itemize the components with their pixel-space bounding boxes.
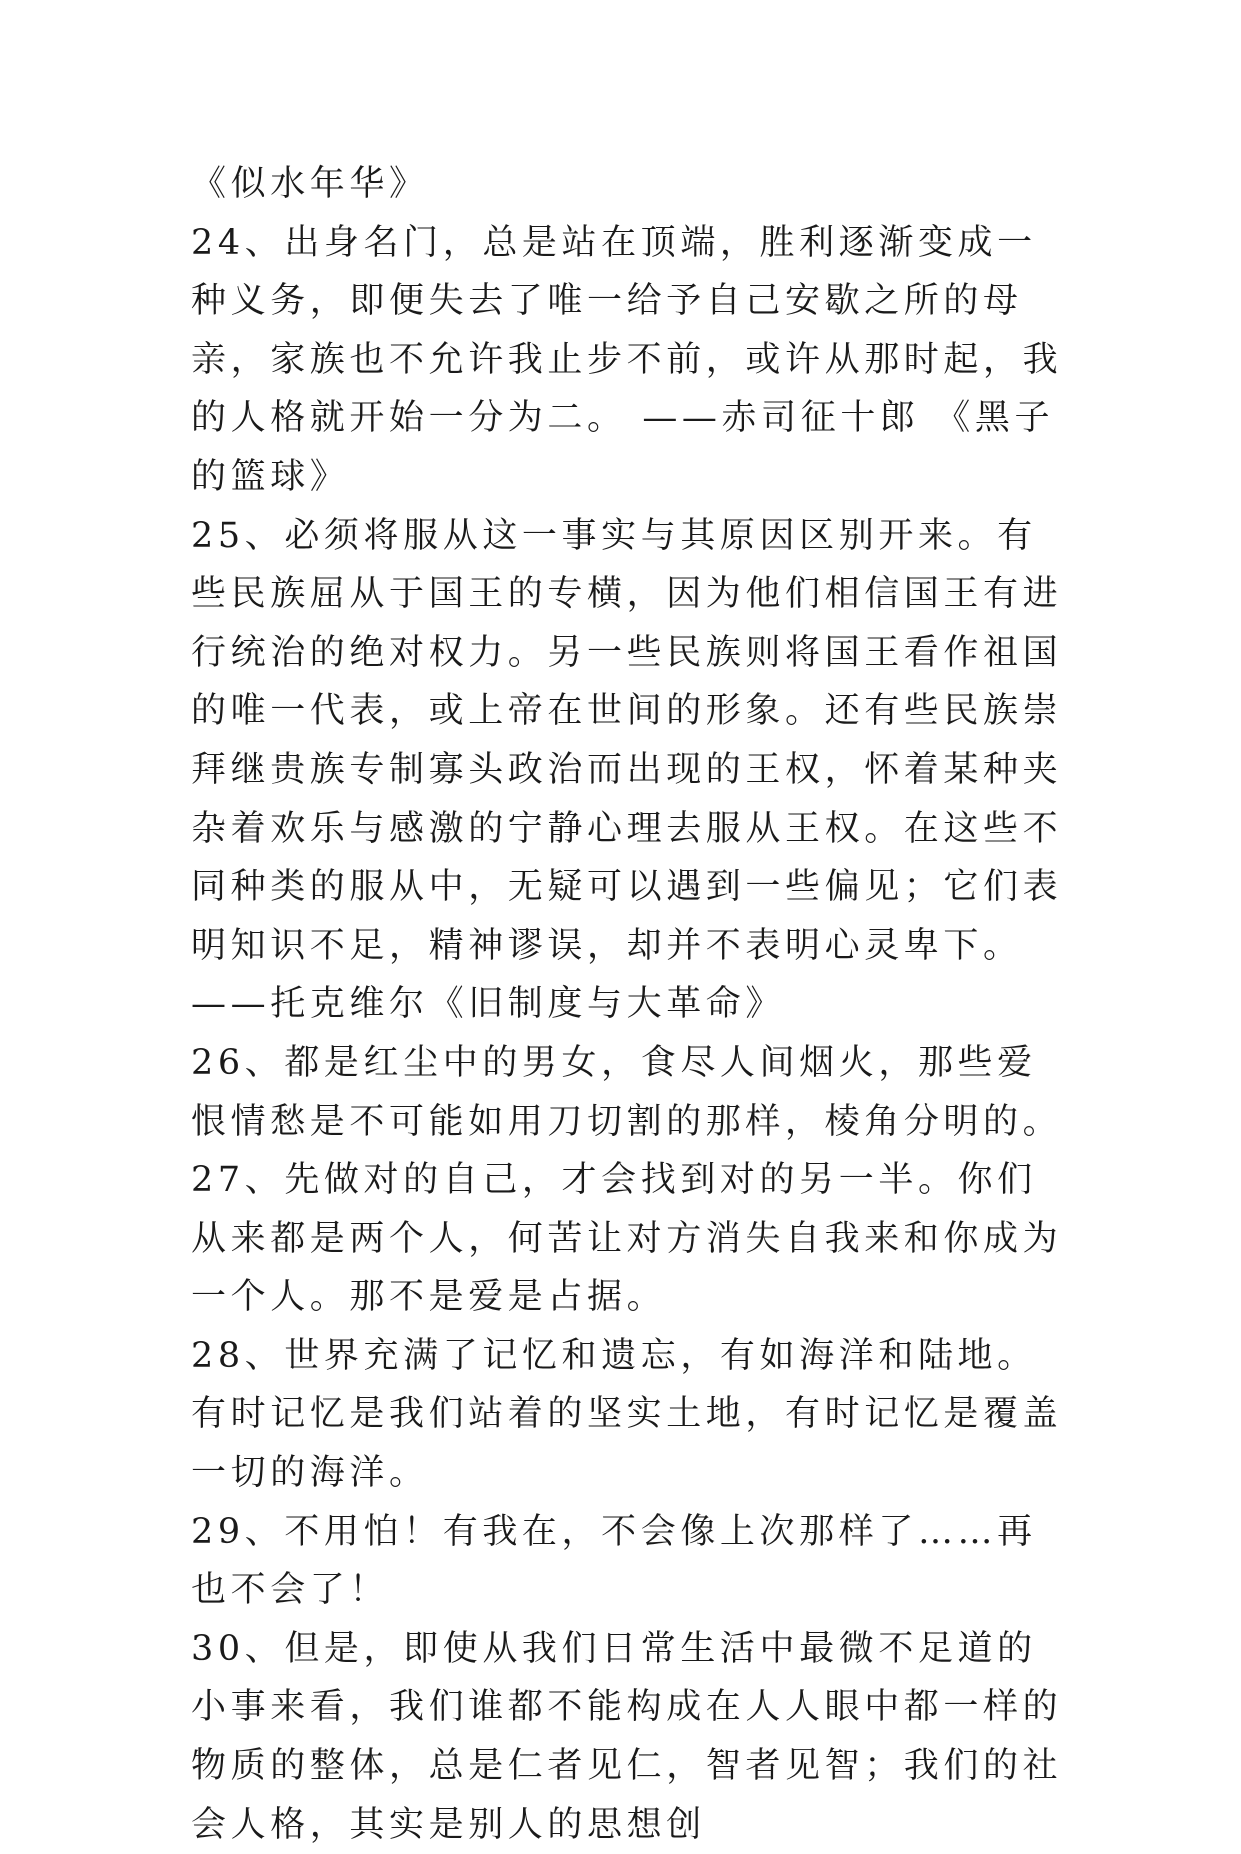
paragraph-26: 26、都是红尘中的男女，食尽人间烟火，那些爱恨情愁是不可能如用刀切割的那样，棱角分明的。 [191,1042,1063,1142]
paragraph-book-title: 《似水年华》 [191,164,429,204]
paragraph-24: 24、出身名门，总是站在顶端，胜利逐渐变成一种义务，即便失去了唯一给予自己安歇之所的母亲，家族也不允许我止步不前，或许从那时起，我的人格就开始一分为二。 ——赤司征十郎 《黑子的篮球》 [191,222,1063,497]
paragraph-25: 25、必须将服从这一事实与其原因区别开来。有些民族屈从于国王的专横，因为他们相信国王有进行统治的绝对权力。另一些民族则将国王看作祖国的唯一代表，或上帝在世间的形象。还有些民族崇拜继贵族专制寡头政治而出现的王权，怀着某种夹杂着欢乐与感激的宁静心理去服从王权。在这些不同种类的服从中，无疑可以遇到一些偏见；它们表明知识不足，精神谬误，却并不表明心灵卑下。——托克维尔《旧制度与大革命》 [191,515,1063,1025]
document-body [191,155,1071,1854]
paragraph-29: 29、不用怕！有我在，不会像上次那样了……再也不会了！ [191,1511,1037,1611]
paragraph-30: 30、但是，即使从我们日常生活中最微不足道的小事来看，我们谁都不能构成在人人眼中都一样的物质的整体，总是仁者见仁，智者见智；我们的社会人格，其实是别人的思想创 [191,1628,1063,1845]
paragraph-28: 28、世界充满了记忆和遗忘，有如海洋和陆地。有时记忆是我们站着的坚实土地，有时记忆是覆盖一切的海洋。 [191,1335,1063,1494]
paragraph-27: 27、先做对的自己，才会找到对的另一半。你们从来都是两个人，何苦让对方消失自我来和你成为一个人。那不是爱是占据。 [191,1160,1063,1318]
